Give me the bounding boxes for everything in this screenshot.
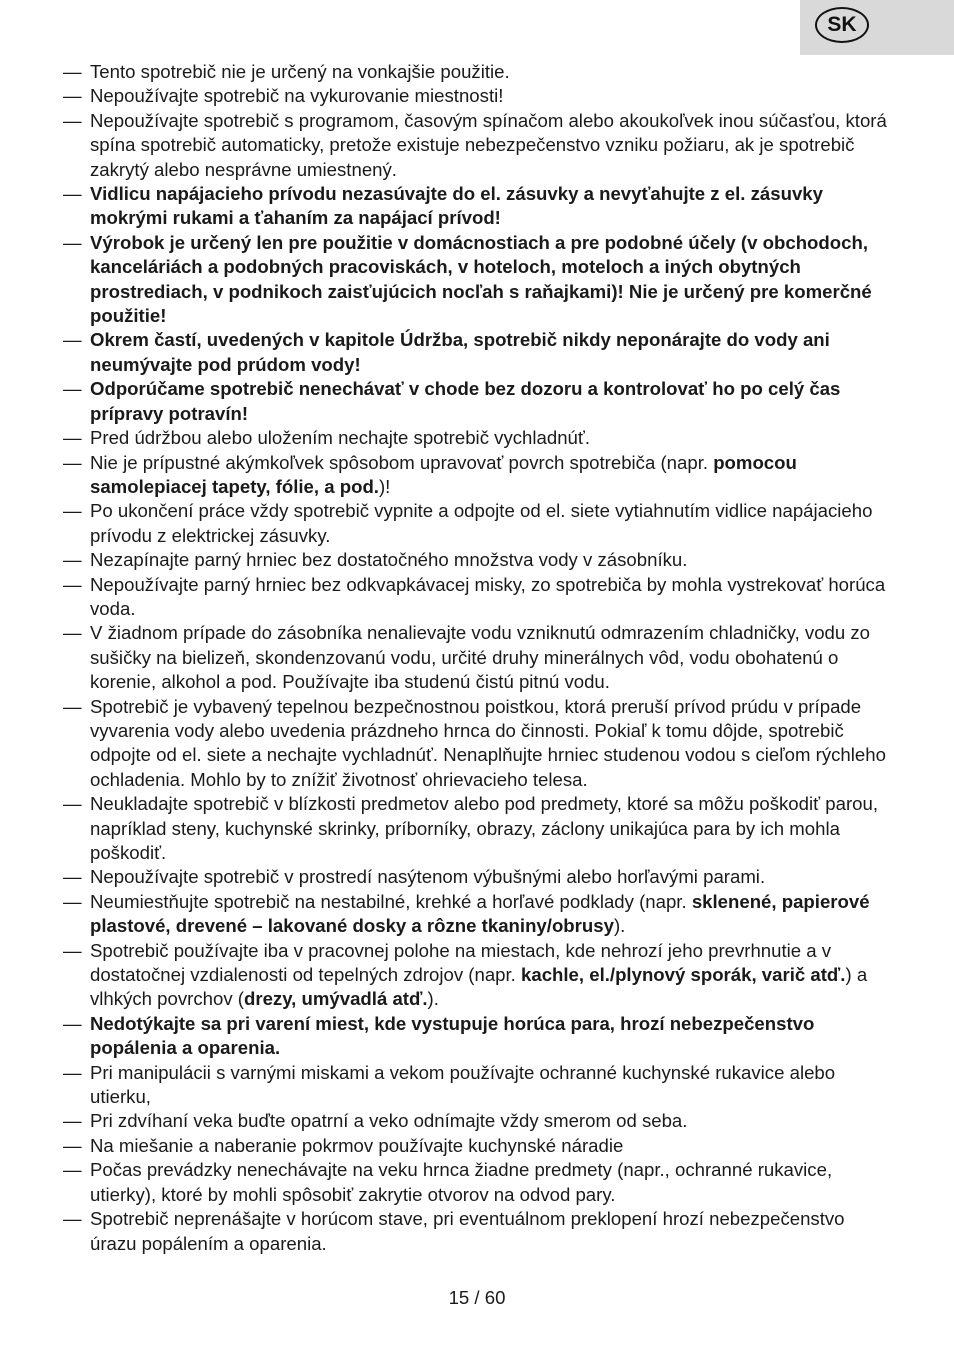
text-run: Nepoužívajte spotrebič na vykurovanie miestnosti!	[90, 85, 504, 107]
bullet-dash: —	[63, 1012, 82, 1034]
list-item	[63, 1109, 893, 1133]
list-item	[63, 499, 893, 548]
text-run: Spotrebič používajte iba v pracovnej polohe na miestach, kde nehrozí jeho prevrhnutie a v dostatočnej vzdialenosti od tepelných zdrojov (napr.	[90, 939, 832, 986]
bullet-dash: —	[63, 329, 82, 351]
bullet-dash: —	[63, 61, 82, 82]
list-item-text	[90, 1208, 845, 1253]
list-item	[63, 621, 893, 694]
list-item-text	[90, 793, 878, 863]
bullet-dash: —	[63, 109, 82, 131]
text-run: Výrobok je určený len pre použitie v domácnostiach a pre podobné účely (v obchodoch, kanceláriách a podobných pracoviskách, v hoteloch, moteloch a iných obytných prostrediach, v podnikoch zaisťujúcich nocľah s raňajkami)! Nie je určený pre komerčné použitie!	[90, 231, 872, 327]
list-item-text	[90, 574, 885, 619]
list-item	[63, 695, 893, 793]
text-run: Neukladajte spotrebič v blízkosti predmetov alebo pod predmety, ktoré sa môžu poškodiť parou, napríklad steny, kuchynské skrinky, príborníky, obrazy, záclony unikajúca para by ich mohla poškodiť.	[90, 793, 878, 863]
bullet-dash: —	[63, 622, 82, 644]
list-item	[63, 1061, 893, 1110]
text-run: ).	[613, 915, 626, 937]
language-tab	[800, 0, 954, 55]
list-item	[63, 377, 893, 426]
list-item-text	[90, 549, 687, 570]
emphasis-text: kachle, el./plynový sporák, varič atď.	[521, 964, 846, 986]
bullet-dash: —	[63, 939, 82, 961]
bullet-dash: —	[63, 890, 82, 912]
list-item	[63, 939, 893, 1012]
list-item-text	[90, 696, 886, 790]
bullet-dash: —	[63, 1208, 82, 1230]
text-run: Nepoužívajte spotrebič v prostredí nasýtenom výbušnými alebo horľavými parami.	[90, 866, 766, 888]
text-run: Počas prevádzky nenechávajte na veku hrnca žiadne predmety (napr., ochranné rukavice, utierky), ktoré by mohli spôsobiť zakrytie otvorov na odvod pary.	[90, 1159, 833, 1205]
bullet-dash: —	[63, 695, 82, 717]
list-item-text	[90, 232, 872, 326]
text-run: Po ukončení práce vždy spotrebič vypnite a odpojte od el. siete vytiahnutím vidlice napájacieho prívodu z elektrickej zásuvky.	[90, 500, 873, 546]
text-run: Spotrebič je vybavený tepelnou bezpečnostnou poistkou, ktorá preruší prívod prúdu v prípade vyvarenia vody alebo uvedenia prázdneho hrnca do činnosti. Pokiaľ k tomu dôjde, spotrebič odpojte od el. siete a nechajte vychladnúť. Nenaplňujte hrniec studenou vodou s cieľom rýchleho ochladenia. Mohlo by to znížiť životnosť ohrievacieho telesa.	[90, 695, 886, 790]
list-item	[63, 1134, 893, 1158]
list-item	[63, 548, 893, 572]
list-item-text	[90, 622, 870, 692]
list-item	[63, 573, 893, 622]
list-item-text	[90, 427, 590, 448]
list-item	[63, 84, 893, 108]
bullet-dash: —	[63, 451, 82, 473]
list-item-text	[90, 452, 797, 497]
list-item-text	[90, 1135, 623, 1156]
text-run: ).	[427, 988, 439, 1010]
emphasis-text: pomocou samolepiacej tapety, fólie, a pod.	[90, 451, 797, 497]
list-item	[63, 792, 893, 865]
text-run: Pred údržbou alebo uložením nechajte spotrebič vychladnúť.	[90, 427, 591, 449]
list-item-text	[90, 329, 830, 374]
list-item-text	[90, 866, 765, 887]
text-run: V žiadnom prípade do zásobníka nenalievajte vodu vzniknutú odmrazením chladničky, vodu zo sušičky na bielizeň, skondenzovanú vodu, určité druhy minerálnych vôd, vodu obohatenú o korenie, alkohol a pod. Používajte iba studenú čistú pitnú vodu.	[90, 622, 871, 693]
bullet-dash: —	[63, 1134, 82, 1156]
list-item	[63, 451, 893, 500]
list-item	[63, 1207, 893, 1256]
bullet-dash: —	[63, 378, 82, 400]
bullet-dash: —	[63, 1061, 82, 1083]
text-run: Vidlicu napájacieho prívodu nezasúvajte do el. zásuvky a nevyťahujte z el. zásuvky mokrými rukami a ťahaním za napájací prívod!	[90, 183, 823, 229]
text-run: Neumiestňujte spotrebič na nestabilné, krehké a horľavé podklady (napr.	[90, 890, 692, 912]
bullet-dash: —	[63, 427, 82, 449]
text-run: Spotrebič neprenášajte v horúcom stave, pri eventuálnom preklopení hrozí nebezpečenstvo úrazu popálením a oparenia.	[90, 1208, 845, 1254]
bullet-dash: —	[63, 1110, 82, 1132]
text-run: ) a vlhkých povrchov (	[90, 964, 868, 1010]
list-item-text	[90, 891, 870, 936]
list-item-text	[90, 183, 823, 228]
list-item	[63, 890, 893, 939]
bullet-dash: —	[63, 793, 82, 815]
list-item	[63, 426, 893, 450]
text-run: )!	[378, 475, 391, 497]
text-run: Na miešanie a naberanie pokrmov používajte kuchynské náradie	[90, 1134, 624, 1156]
list-item-text	[90, 1110, 687, 1131]
list-item-text	[90, 378, 840, 423]
bullet-dash: —	[63, 85, 82, 107]
language-badge: SK	[815, 7, 869, 43]
bullet-dash: —	[63, 866, 82, 888]
list-item-text	[90, 500, 872, 545]
list-item-text	[90, 1013, 814, 1058]
list-item-text	[90, 940, 867, 1010]
list-item	[63, 231, 893, 329]
bullet-dash: —	[63, 231, 82, 253]
list-item	[63, 865, 893, 889]
text-run: Nedotýkajte sa pri varení miest, kde vystupuje horúca para, hrozí nebezpečenstvo popálenia a oparenia.	[90, 1012, 815, 1059]
emphasis-text: drezy, umývadlá atď.	[243, 988, 428, 1010]
text-run: Nepoužívajte spotrebič s programom, časovým spínačom alebo akoukoľvek inou súčasťou, ktorá spína spotrebič automaticky, pretože existuje nebezpečenstvo vzniku požiaru, ak je spotrebič zakrytý alebo nesprávne umiestnený.	[90, 109, 887, 180]
list-item-text	[90, 110, 887, 180]
text-run: Nepoužívajte parný hrniec bez odkvapkávacej misky, zo spotrebiča by mohla vystrekovať horúca voda.	[90, 573, 886, 619]
bullet-dash: —	[63, 500, 82, 522]
list-item	[63, 1012, 893, 1061]
list-item-text	[90, 85, 503, 106]
safety-instructions-list	[63, 60, 893, 1256]
bullet-dash: —	[63, 549, 82, 571]
text-run: Odporúčame spotrebič nenechávať v chode bez dozoru a kontrolovať ho po celý čas prípravy potravín!	[90, 378, 841, 424]
bullet-dash: —	[63, 183, 82, 205]
list-item	[63, 60, 893, 84]
list-item	[63, 1158, 893, 1207]
text-run: Nie je prípustné akýmkoľvek spôsobom upravovať povrch spotrebiča (napr.	[90, 451, 714, 473]
bullet-dash: —	[63, 1159, 82, 1181]
text-run: Okrem častí, uvedených v kapitole Údržba, spotrebič nikdy neponárajte do vody ani neumývajte pod prúdom vody!	[90, 329, 830, 375]
text-run: Tento spotrebič nie je určený na vonkajšie použitie.	[90, 61, 510, 82]
bullet-dash: —	[63, 573, 82, 595]
list-item	[63, 328, 893, 377]
page-number: 15 / 60	[448, 1287, 506, 1308]
text-run: Pri manipulácii s varnými miskami a vekom používajte ochranné kuchynské rukavice alebo utierku,	[90, 1061, 836, 1108]
list-item-text	[90, 1159, 832, 1204]
text-run: Nezapínajte parný hrniec bez dostatočného množstva vody v zásobníku.	[90, 549, 688, 571]
list-item	[63, 109, 893, 182]
text-run: Pri zdvíhaní veka buďte opatrní a veko odnímajte vždy smerom od seba.	[90, 1110, 688, 1132]
list-item-text	[90, 61, 510, 82]
list-item	[63, 182, 893, 231]
list-item-text	[90, 1062, 835, 1107]
emphasis-text: sklenené, papierové plastové, drevené – lakované dosky a rôzne tkaniny/obrusy	[90, 890, 870, 937]
